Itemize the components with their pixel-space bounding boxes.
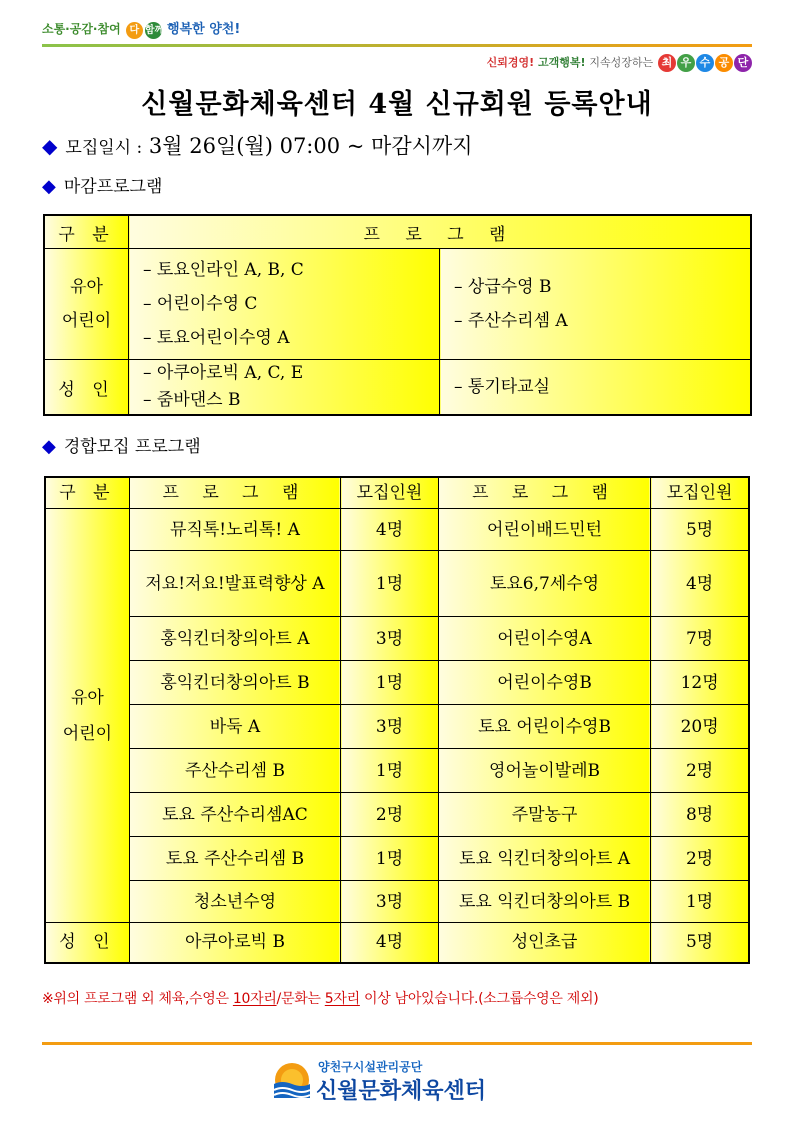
corp-badge-5: 단 (734, 54, 752, 72)
program-cell: 성인초급 (438, 923, 650, 963)
program-cell: 어린이수영B (438, 661, 650, 705)
table-header-count-1: 모집인원 (341, 477, 439, 509)
closed-programs-table (43, 214, 752, 416)
header-divider (42, 44, 752, 47)
table-row (45, 837, 749, 881)
notice-text: ※위의 프로그램 외 체육,수영은 10자리/문화는 5자리 이상 남아있습니다.(소그룹수영은 제외) (42, 991, 599, 1007)
program-cell: 홍익킨더창의아트 A (129, 617, 340, 661)
culture-remaining-count: 5자리 (324, 991, 360, 1007)
list-item: – 상급수영 B (454, 277, 552, 297)
program-cell: 토요 주산수리셈AC (129, 793, 340, 837)
table-row (45, 793, 749, 837)
slogan-badge-2: 함께 (145, 22, 162, 39)
city-slogan: 소통·공감·참여 다 함께 행복한 양천! (42, 22, 241, 37)
table-header-category: 구 분 (45, 477, 129, 509)
count-cell: 20명 (651, 705, 749, 749)
count-cell: 4명 (651, 551, 749, 617)
program-cell: 저요!저요!발표력향상 A (129, 551, 340, 617)
count-cell: 7명 (651, 617, 749, 661)
diamond-bullet-icon: ◆ (42, 134, 58, 158)
table-header-program-1: 프 로 그 램 (129, 477, 340, 509)
program-cell: 주말농구 (438, 793, 650, 837)
count-cell: 4명 (341, 509, 439, 551)
list-item: – 줌바댄스 B (143, 390, 241, 410)
table-row (45, 923, 749, 963)
center-name: 신월문화체육센터 (316, 1079, 487, 1104)
kids-category-cell: 유아 어린이 (45, 509, 129, 923)
list-item: – 어린이수영 C (143, 294, 258, 314)
count-cell: 12명 (651, 661, 749, 705)
table-row (45, 661, 749, 705)
program-cell: 주산수리셈 B (129, 749, 340, 793)
list-item: – 주산수리셈 A (454, 311, 568, 331)
program-cell: 토요 익킨더창의아트 A (438, 837, 650, 881)
count-cell: 1명 (341, 749, 439, 793)
count-cell: 4명 (341, 923, 439, 963)
adult-category-cell: 성 인 (45, 923, 129, 963)
count-cell: 1명 (341, 661, 439, 705)
table-row (45, 617, 749, 661)
table-header-program-2: 프 로 그 램 (438, 477, 650, 509)
count-cell: 5명 (651, 509, 749, 551)
count-cell: 2명 (341, 793, 439, 837)
table-row (45, 881, 749, 923)
count-cell: 1명 (341, 837, 439, 881)
diamond-bullet-icon: ◆ (42, 176, 56, 197)
footer-divider (42, 1042, 752, 1045)
program-cell: 청소년수영 (129, 881, 340, 923)
table-row (45, 749, 749, 793)
corp-badge-1: 최 (658, 54, 676, 72)
competitive-programs-table (44, 476, 750, 964)
page-title: 신월문화체육센터 4월 신규회원 등록안내 (141, 89, 653, 120)
corp-badge-3: 수 (696, 54, 714, 72)
diamond-bullet-icon: ◆ (42, 436, 56, 457)
program-cell: 아쿠아로빅 B (129, 923, 340, 963)
program-cell: 토요 어린이수영B (438, 705, 650, 749)
closed-programs-heading: ◆ 마감프로그램 (42, 176, 163, 197)
count-cell: 5명 (651, 923, 749, 963)
list-item: – 통기타교실 (454, 377, 551, 397)
table-header-count-2: 모집인원 (651, 477, 749, 509)
program-cell: 어린이배드민턴 (438, 509, 650, 551)
list-item: – 토요인라인 A, B, C (143, 260, 304, 280)
table-row: 성 인 – 아쿠아로빅 A, C, E – 줌바댄스 B – 통기타교실 (44, 360, 751, 416)
competitive-programs-heading: ◆ 경합모집 프로그램 (42, 436, 201, 457)
sun-wave-logo-icon (272, 1062, 312, 1104)
recruit-date-line: ◆ 모집일시 : 3월 26일(월) 07:00 ~ 마감시까지 (42, 134, 473, 158)
corp-badge-4: 공 (715, 54, 733, 72)
table-row: 유아 어린이 – 토요인라인 A, B, C – 어린이수영 C – 토요어린이수영 A – 상급수영 B – 주산수리셈 A (44, 249, 751, 360)
count-cell: 3명 (341, 705, 439, 749)
corp-name: 양천구시설관리공단 (318, 1060, 423, 1074)
count-cell: 3명 (341, 881, 439, 923)
program-cell: 뮤직톡!노리톡! A (129, 509, 340, 551)
table-header-program: 프 로 그 램 (129, 215, 752, 249)
table-row (45, 705, 749, 749)
count-cell: 3명 (341, 617, 439, 661)
program-cell: 홍익킨더창의아트 B (129, 661, 340, 705)
corp-badge-2: 우 (677, 54, 695, 72)
corp-slogan: 신뢰경영! 고객행복! 지속성장하는 최 우 수 공 단 (487, 54, 752, 72)
program-cell: 토요 주산수리셈 B (129, 837, 340, 881)
program-cell: 영어놀이발레B (438, 749, 650, 793)
list-item: – 토요어린이수영 A (143, 328, 290, 348)
count-cell: 1명 (651, 881, 749, 923)
slogan-badge-1: 다 (126, 22, 143, 39)
recruit-date-value: 3월 26일(월) 07:00 ~ 마감시까지 (148, 134, 473, 158)
program-cell: 어린이수영A (438, 617, 650, 661)
sports-remaining-count: 10자리 (232, 991, 277, 1007)
program-cell: 토요 익킨더창의아트 B (438, 881, 650, 923)
program-cell: 토요6,7세수영 (438, 551, 650, 617)
table-row (45, 551, 749, 617)
table-header-category: 구 분 (44, 215, 129, 249)
program-cell: 바둑 A (129, 705, 340, 749)
list-item: – 아쿠아로빅 A, C, E (143, 363, 304, 383)
table-row (45, 509, 749, 551)
count-cell: 8명 (651, 793, 749, 837)
count-cell: 2명 (651, 837, 749, 881)
count-cell: 1명 (341, 551, 439, 617)
count-cell: 2명 (651, 749, 749, 793)
